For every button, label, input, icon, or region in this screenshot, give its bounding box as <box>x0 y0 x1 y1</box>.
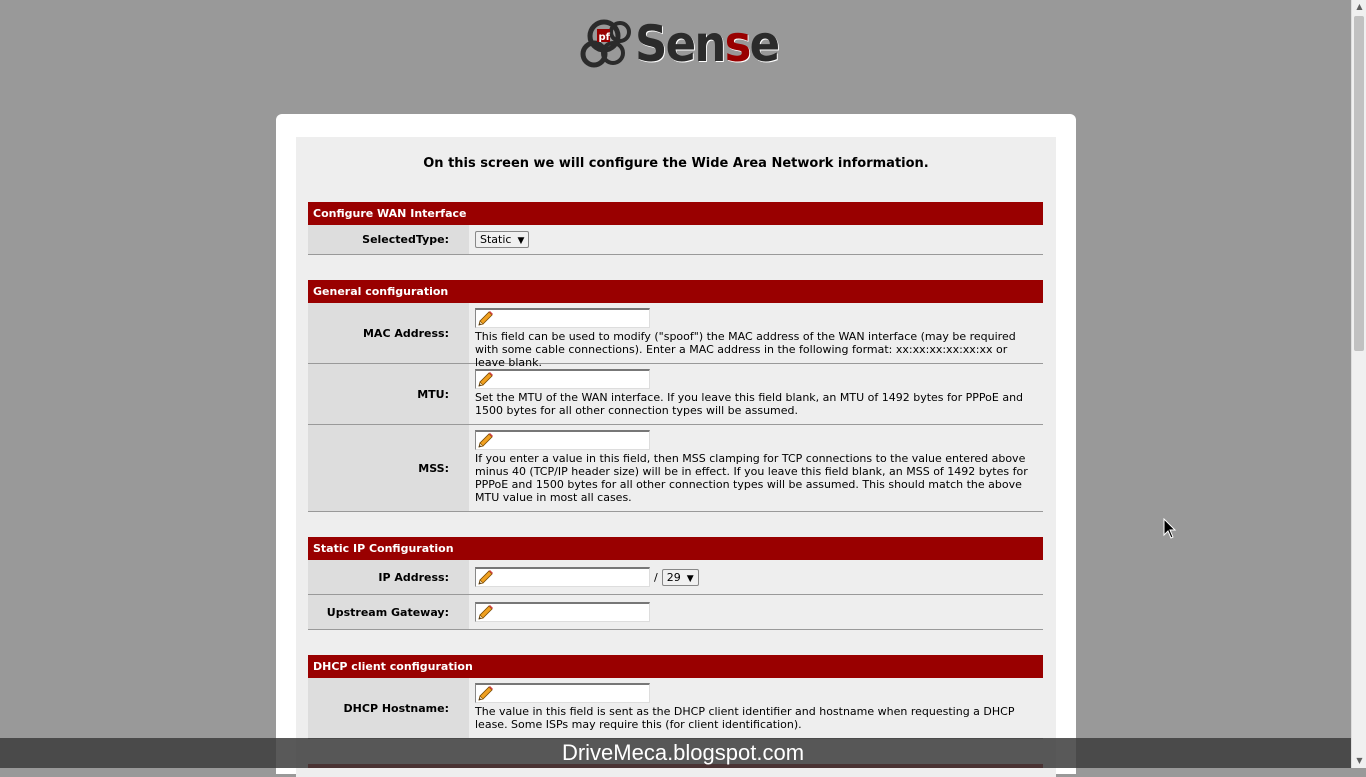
pencil-icon <box>477 433 495 449</box>
pfsense-logo <box>580 16 780 72</box>
chevron-down-icon: ▼ <box>517 236 525 246</box>
section-header-general: General configuration <box>308 280 1043 303</box>
mtu-help: Set the MTU of the WAN interface. If you leave this field blank, an MTU of 1492 bytes for PPPoE and 1500 bytes for all other connection types will be assumed. <box>475 391 1024 417</box>
row-upstream-gateway <box>308 595 1043 630</box>
mouse-cursor-icon <box>1163 518 1177 540</box>
row-mss <box>308 425 1043 512</box>
watermark: DriveMeca.blogspot.com <box>561 740 805 765</box>
wizard-container <box>276 114 1076 774</box>
dhcp-hostname-input[interactable] <box>475 683 650 703</box>
mac-address-input[interactable] <box>475 308 650 328</box>
pfsense-logo-icon <box>580 18 632 70</box>
row-mtu <box>308 364 1043 425</box>
selected-type-label: SelectedType: <box>308 225 469 254</box>
scroll-down-icon[interactable]: ▼ <box>1356 756 1363 765</box>
svg-text:pf: pf <box>598 32 611 43</box>
chevron-down-icon: ▼ <box>686 573 694 584</box>
pencil-icon <box>477 570 495 586</box>
dhcp-hostname-help: The value in this field is sent as the DHCP client identifier and hostname when requesting a DHCP lease. Some ISPs may require this (for client identification). <box>475 705 1015 731</box>
mss-help: If you enter a value in this field, then MSS clamping for TCP connections to the value entered above minus 40 (TCP/IP header size) will be in effect. If you leave this field blank, an MSS of 1492 bytes for PPPoE and 1500 bytes for all other connection types will be assumed. This should match the above MTU value in most all cases. <box>475 452 1028 504</box>
pencil-icon <box>477 605 495 621</box>
section-header-wan: Configure WAN Interface <box>308 202 1043 225</box>
row-selected-type <box>308 225 1043 255</box>
pencil-icon <box>477 372 495 388</box>
mac-address-label: MAC Address: <box>308 303 469 363</box>
mac-address-help: This field can be used to modify ("spoof") the MAC address of the WAN interface (may be required with some cable connections). Enter a MAC address in the following format: xx:xx:xx:xx:xx:xx or leave blank. <box>475 330 1016 369</box>
wizard-panel <box>296 137 1056 777</box>
ip-address-input[interactable] <box>475 567 650 587</box>
page-title: On this screen we will configure the Wide Area Network information. <box>423 156 929 171</box>
mtu-input[interactable] <box>475 369 650 389</box>
page-scrollbar[interactable] <box>1351 0 1366 768</box>
scroll-up-icon[interactable]: ▲ <box>1356 2 1363 11</box>
section-header-dhcp: DHCP client configuration <box>308 655 1043 678</box>
pencil-icon <box>477 686 495 702</box>
row-ip-address <box>308 560 1043 595</box>
dhcp-hostname-label: DHCP Hostname: <box>308 678 469 738</box>
upstream-gateway-input[interactable] <box>475 602 650 622</box>
subnet-select[interactable]: 29 ▼ <box>662 569 699 586</box>
subnet-slash: / <box>654 570 658 584</box>
logo-text: Sense <box>635 15 779 73</box>
pencil-icon <box>477 311 495 327</box>
section-header-static-ip: Static IP Configuration <box>308 537 1043 560</box>
ip-address-label: IP Address: <box>308 560 469 594</box>
scroll-thumb[interactable] <box>1354 16 1364 351</box>
row-mac-address <box>308 303 1043 369</box>
mtu-label: MTU: <box>308 364 469 424</box>
row-dhcp-hostname <box>308 678 1043 739</box>
selected-type-select[interactable]: Static ▼ <box>475 231 529 248</box>
mss-input[interactable] <box>475 430 650 450</box>
mss-label: MSS: <box>308 425 469 511</box>
upstream-gateway-label: Upstream Gateway: <box>308 595 469 629</box>
